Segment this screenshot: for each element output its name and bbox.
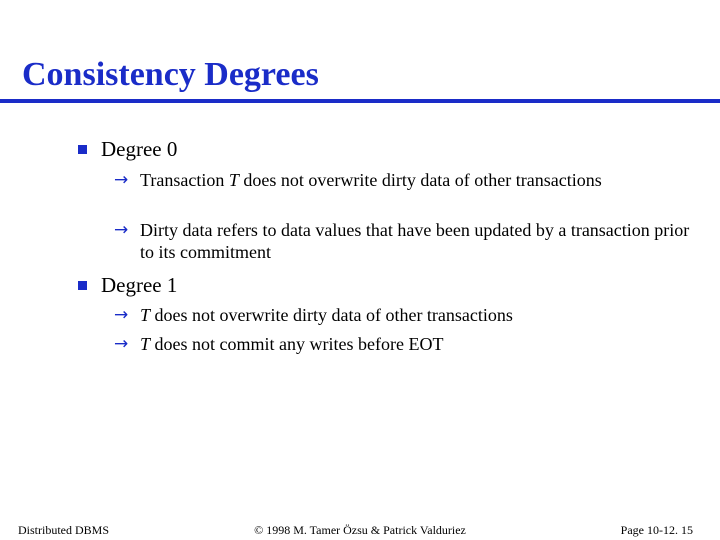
arrow-right-icon: →: [114, 170, 129, 190]
subitem-degree0-1: [140, 169, 700, 191]
variable-t: T: [140, 334, 151, 354]
square-bullet-icon: [78, 145, 87, 154]
subitem-text-post: does not overwrite dirty data of other transactions: [238, 170, 602, 190]
bullet-degree-1: Degree 1: [101, 273, 178, 297]
slide-title: Consistency Degrees: [22, 56, 319, 93]
subitem-text-pre: Dirty data refers to data values that have been updated by a transaction prior to its commitment: [140, 220, 690, 262]
subitem-degree1-1: [140, 304, 700, 326]
footer-copyright: © 1998 M. Tamer Özsu & Patrick Valduriez: [254, 523, 466, 537]
arrow-right-icon: →: [114, 305, 129, 325]
title-divider: [0, 99, 720, 103]
subitem-text-post: does not commit any writes before EOT: [150, 334, 444, 354]
subitem-degree1-2: [140, 333, 700, 355]
variable-t: T: [228, 170, 239, 190]
subitem-degree0-2: [140, 219, 700, 263]
bullet-degree-0: Degree 0: [101, 137, 178, 161]
subitem-text-post: does not overwrite dirty data of other transactions: [150, 305, 513, 325]
arrow-right-icon: →: [114, 220, 129, 240]
arrow-right-icon: →: [114, 334, 129, 354]
variable-t: T: [140, 305, 151, 325]
square-bullet-icon: [78, 281, 87, 290]
footer-page-number: Page 10-12. 15: [620, 523, 693, 537]
subitem-text-pre: Transaction: [140, 170, 229, 190]
footer-course: Distributed DBMS: [18, 523, 110, 537]
